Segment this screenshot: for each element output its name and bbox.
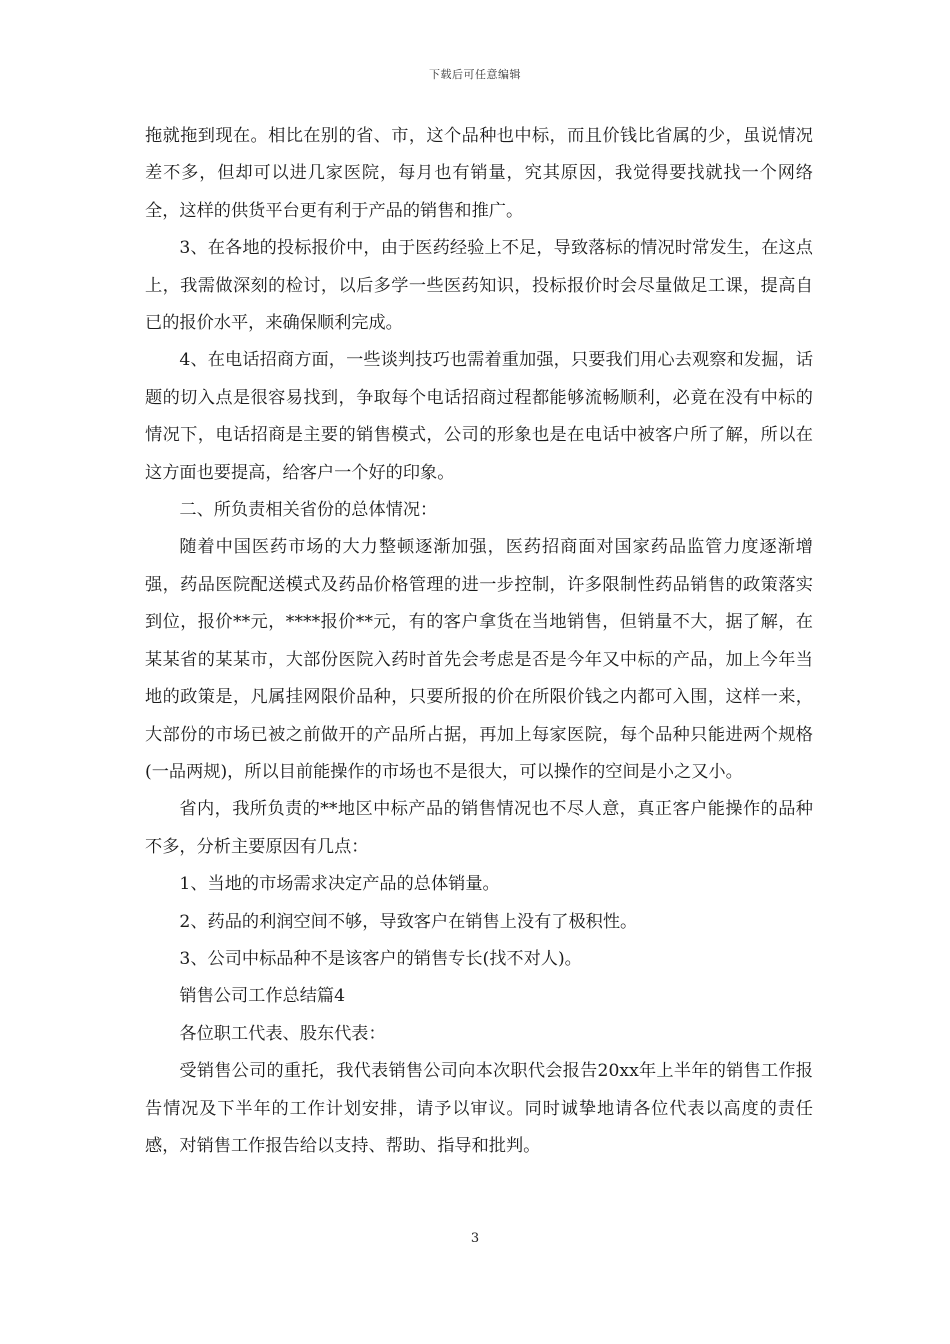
paragraph-item-3: 3、在各地的投标报价中，由于医药经验上不足，导致落标的情况时常发生，在这点上，我需做深刻的检讨，以后多学一些医药知识，投标报价时会尽量做足工课，提高自已的报价水平，来确保顺利完成。 (145, 238, 813, 334)
article-title: 销售公司工作总结篇4 (179, 986, 346, 1007)
paragraph-report-intro: 受销售公司的重托，我代表销售公司向本次职代会报告20xx年上半年的销售工作报告情况及下半年的工作计划安排，请予以审议。同时诚挚地请各位代表以高度的责任感，对销售工作报告给以支持、帮助、指导和批判。 (145, 1061, 813, 1156)
salutation: 各位职工代表、股东代表： (179, 1023, 386, 1044)
paragraph-continuation: 拖就拖到现在。相比在别的省、市，这个品种也中标，而且价钱比省属的少，虽说情况差不多，但却可以进几家医院，每月也有销量，究其原因，我觉得要找就找一个网络全，这样的供货平台更有利于产品的销售和推广。 (145, 126, 813, 221)
paragraph-market-overview: 随着中国医药市场的大力整顿逐渐加强，医药招商面对国家药品监管力度逐渐增强，药品医院配送模式及药品价格管理的进一步控制，许多限制性药品销售的政策落实到位，报价**元，****报价**元，有的客户拿货在当地销售，但销量不大，据了解，在某某省的某某市，大部份医院入药时首先会考虑是否是今年又中标的产品，加上今年当地的政策是，凡属挂网限价品种，只要所报的价在所限价钱之内都可入围，这样一来，大部份的市场已被之前做开的产品所占据，再加上每家医院，每个品种只能进两个规格(一品两规)，所以目前能操作的市场也不是很大，可以操作的空间是小之又小。 (145, 537, 813, 782)
list-item-reason-3: 3、公司中标品种不是该客户的销售专长(找不对人)。 (179, 948, 582, 969)
page-header: 下载后可任意编辑 (429, 68, 521, 81)
section-heading-2: 二、所负责相关省份的总体情况： (179, 500, 438, 521)
page-number: 3 (470, 1231, 480, 1246)
document-body (145, 118, 813, 1165)
list-item-reason-2: 2、药品的利润空间不够，导致客户在销售上没有了极积性。 (179, 911, 638, 932)
list-item-reason-1: 1、当地的市场需求决定产品的总体销量。 (179, 874, 500, 895)
paragraph-province-sales: 省内，我所负责的**地区中标产品的销售情况也不尽人意，真正客户能操作的品种不多，分析主要原因有几点： (145, 799, 813, 857)
paragraph-item-4: 4、在电话招商方面，一些谈判技巧也需着重加强，只要我们用心去观察和发掘，话题的切入点是很容易找到，争取每个电话招商过程都能够流畅顺利，必竟在没有中标的情况下，电话招商是主要的销售模式，公司的形象也是在电话中被客户所了解，所以在这方面也要提高，给客户一个好的印象。 (145, 350, 813, 483)
